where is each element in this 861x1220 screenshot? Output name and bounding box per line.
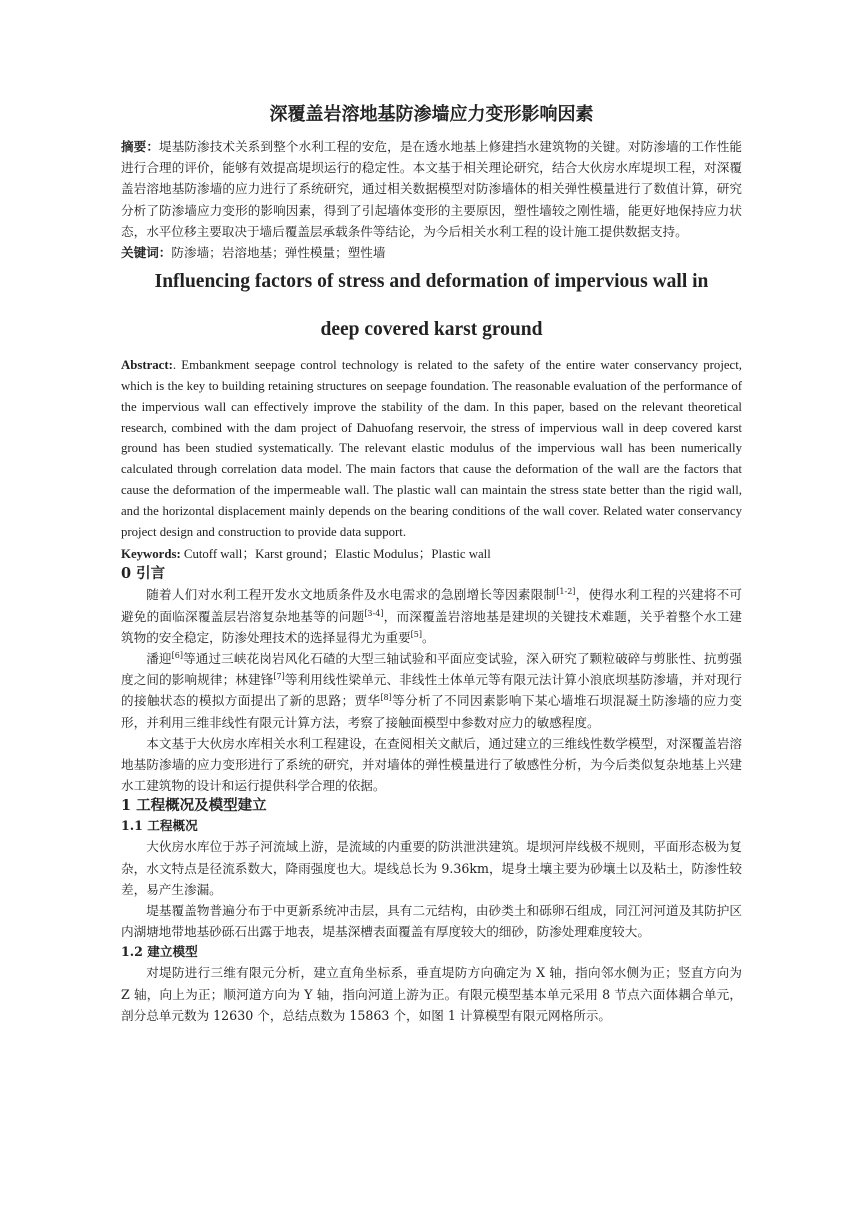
section-0-paragraph-2 bbox=[121, 648, 742, 733]
paragraph-text: 。 bbox=[422, 629, 435, 645]
english-keywords-label: Keywords: bbox=[121, 547, 181, 562]
english-abstract-text: . Embankment seepage control technology is related to the safety of the entire water conservancy project, which is the key to building retaining structures on seepage foundation. The reasonable evaluation of the performance of the impervious wall can effectively improve the stability of the dam. In this paper, based on the relevant theoretical research, combined with the dam project of Dahuofang reservoir, the stress of impervious wall in deep covered karst ground has been studied systematically. The relevant elastic modulus of the impervious wall has been numerically calculated through correlation data model. The main factors that cause the deformation of the wall are the factors that cause the deformation of the impermeable wall. The plastic wall can maintain the stress state better than the rigid wall, and the horizontal displacement mainly depends on the bearing conditions of the wall cover. Related water conservancy project design and construction to provide data support. bbox=[121, 358, 742, 539]
english-keywords-text: Cutoff wall；Karst ground；Elastic Modulus；Plastic wall bbox=[180, 547, 491, 562]
english-abstract bbox=[121, 355, 742, 542]
chinese-abstract bbox=[121, 136, 742, 242]
section-0-paragraph-1 bbox=[121, 584, 742, 648]
paragraph-text: 等利用线性梁单元、非线性土体单元等有限元法计算小浪底坝基防渗墙，并对现行的接触状态的模拟方面提出了新的思路；贾华 bbox=[121, 672, 743, 709]
section-0-heading: 0 引言 bbox=[121, 565, 166, 583]
chinese-keywords bbox=[121, 242, 742, 263]
english-keywords bbox=[121, 544, 742, 564]
chinese-abstract-label: 摘要： bbox=[121, 139, 160, 154]
paragraph-text: 随着人们对水利工程开发水文地质条件及水电需求的急剧增长等因素限制 bbox=[146, 587, 557, 603]
english-title-line-1: Influencing factors of stress and deformation of impervious wall in bbox=[154, 271, 709, 293]
chinese-abstract-text: 堤基防渗技术关系到整个水利工程的安危，是在透水地基上修建挡水建筑物的关键。对防渗墙的工作性能进行合理的评价，能够有效提高堤坝运行的稳定性。本文基于相关理论研究，结合大伙房水库堤坝工程，对深覆盖岩溶地基防渗墙的应力进行了系统研究，通过相关数据模型对防渗墙体的相关弹性模量进行了数值计算，研究分析了防渗墙应力变形的影响因素，得到了引起墙体变形的主要原因，塑性墙较之刚性墙，能更好地保持应力状态，水平位移主要取决于墙后覆盖层承载条件等结论，为今后相关水利工程的设计施工提供数据支持。 bbox=[121, 139, 743, 239]
english-abstract-label: Abstract: bbox=[121, 358, 173, 373]
citation: [7] bbox=[273, 672, 285, 682]
chinese-title: 深覆盖岩溶地基防渗墙应力变形影响因素 bbox=[269, 104, 594, 125]
paragraph-text: ，而深覆盖岩溶地基是建坝的关键技术难题，关乎着整个水工建筑物的安全稳定，防渗处理技术的选择显得尤为重要 bbox=[121, 608, 743, 645]
paragraph-text: 等分析了不同因素影响下某心墙堆石坝混凝土防渗墙的应力变形，并利用三维非线性有限元计算方法，考察了接触面模型中参数对应力的敏感程度。 bbox=[121, 693, 743, 730]
section-1-heading: 1 工程概况及模型建立 bbox=[121, 797, 267, 815]
subsection-1-1-paragraph-1: 大伙房水库位于苏子河流域上游，是流域的内重要的防洪泄洪建筑。堤坝河岸线极不规则，平面形态极为复杂，水文特点是径流系数大，降雨强度也大。堤线总长为 9.36km，堤身土壤主要为砂壤土以及粘土，防渗性较差，易产生渗漏。 bbox=[121, 839, 742, 897]
english-title-line-2: deep covered karst ground bbox=[320, 319, 543, 341]
subsection-1-1-paragraph-2: 堤基覆盖物普遍分布于中更新系统冲击层，具有二元结构，由砂类土和砾卵石组成，同江河河道及其防护区内湖塘地带地基砂砾石出露于地表，堤基深槽表面覆盖有厚度较大的细砂，防渗处理难度较大。 bbox=[121, 903, 742, 940]
citation: [6] bbox=[171, 650, 183, 660]
paragraph-text: ，使得水利工程的兴建将不可避免的面临深覆盖层岩溶复杂地基等的问题 bbox=[121, 587, 743, 624]
citation: [3-4] bbox=[364, 608, 384, 618]
citation: [1-2] bbox=[556, 587, 576, 597]
paragraph-text: 等通过三峡花岗岩风化石碴的大型三轴试验和平面应变试验，深入研究了颗粒破碎与剪胀性、抗剪强度之间的影响规律；林建锋 bbox=[121, 651, 743, 688]
paragraph-text: 潘迎 bbox=[146, 651, 172, 666]
section-0-paragraph-3: 本文基于大伙房水库相关水利工程建设，在查阅相关文献后，通过建立的三维线性数学模型，对深覆盖岩溶地基防渗墙的应力变形进行了系统的研究，并对墙体的弹性模量进行了敏感性分析，为今后类似复杂地基上兴建水工建筑物的设计和运行提供科学合理的依据。 bbox=[121, 735, 742, 794]
subsection-1-1-heading: 1.1 工程概况 bbox=[121, 818, 198, 834]
citation: [5] bbox=[410, 629, 422, 639]
chinese-keywords-label: 关键词： bbox=[121, 245, 172, 261]
paper-page bbox=[121, 100, 742, 1026]
chinese-keywords-text: 防渗墙；岩溶地基；弹性模量；塑性墙 bbox=[171, 245, 386, 261]
subsection-1-2-paragraph-1: 对堤防进行三维有限元分析，建立直角坐标系，垂直堤防方向确定为 X 轴，指向邻水侧为正；竖直方向为 Z 轴，向上为正；顺河道方向为 Y 轴，指向河道上游为正。有限元模型基本单元采用 8 节点六面体耦合单元，剖分总单元数为 12630 个，总结点数为 15863 个，如图 1 计算模型有限元网格所示。 bbox=[121, 965, 742, 1023]
citation: [8] bbox=[380, 693, 392, 703]
subsection-1-2-heading: 1.2 建立模型 bbox=[121, 944, 198, 960]
